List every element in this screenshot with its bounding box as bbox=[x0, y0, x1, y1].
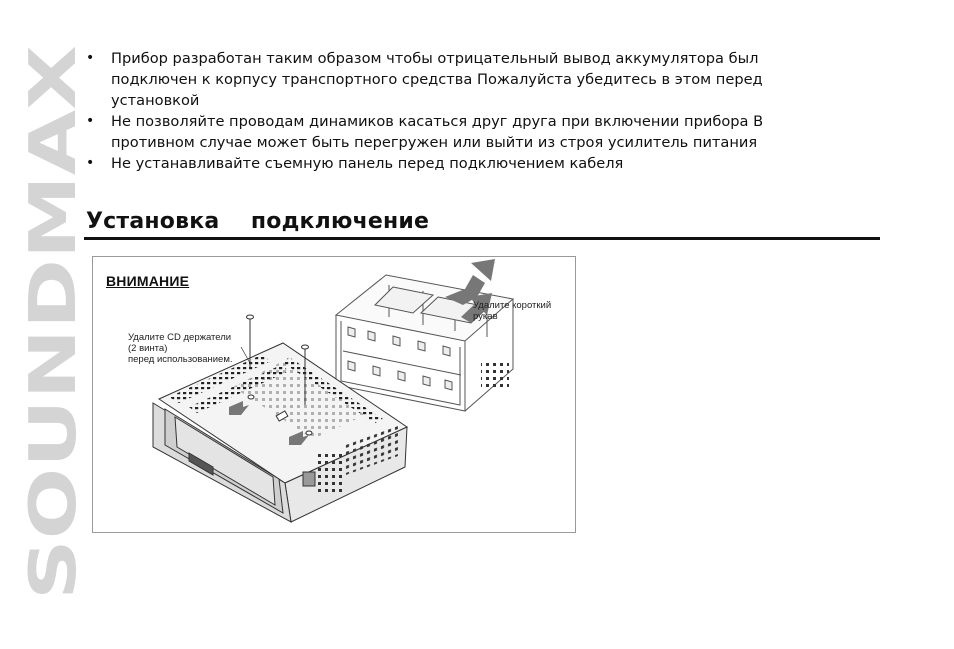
bullet-icon: • bbox=[86, 113, 95, 129]
cd-holders-note-line: (2 винта) bbox=[128, 343, 168, 354]
bullet-icon: • bbox=[86, 155, 95, 171]
cd-holders-note-line: Удалите CD держатели bbox=[128, 332, 232, 343]
bullet-line: Не устанавливайте съемную панель перед подключением кабеля bbox=[111, 155, 624, 172]
warning-label: ВНИМАНИЕ bbox=[106, 273, 190, 289]
sleeve-note bbox=[473, 300, 551, 322]
bullet-line: Не позволяйте проводам динамиков касаться друг друга при включении прибора В bbox=[111, 113, 764, 130]
soundmax-logo-text: SOUNDMAX bbox=[17, 178, 91, 600]
installation-figure bbox=[92, 256, 576, 533]
list-item bbox=[86, 111, 846, 153]
cd-holders-note-line: перед использованием. bbox=[128, 354, 233, 365]
head-unit bbox=[153, 343, 407, 522]
sleeve-note-line: Удалите короткий bbox=[473, 300, 552, 311]
safety-notes-list bbox=[86, 48, 846, 174]
installation-illustration bbox=[93, 257, 577, 534]
bullet-line: установкой bbox=[111, 92, 200, 109]
list-item bbox=[86, 48, 846, 111]
bullet-line: подключен к корпусу транспортного средства Пожалуйста убедитесь в этом перед bbox=[111, 71, 763, 88]
section-title: Установка подключение bbox=[86, 209, 430, 234]
bullet-line: противном случае может быть перегружен или выйти из строя усилитель питания bbox=[111, 134, 758, 151]
sleeve-note-line: рукав bbox=[473, 311, 498, 322]
bullet-icon: • bbox=[86, 50, 95, 66]
list-item bbox=[86, 153, 846, 174]
cd-holders-note bbox=[128, 332, 233, 365]
soundmax-logo bbox=[17, 40, 91, 600]
title-divider bbox=[84, 237, 880, 240]
bullet-line: Прибор разработан таким образом чтобы отрицательный вывод аккумулятора был bbox=[111, 50, 759, 67]
